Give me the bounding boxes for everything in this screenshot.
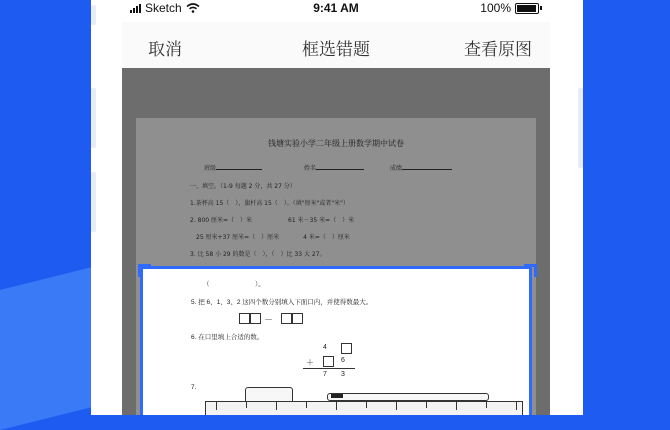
- digit-seven: 7: [323, 371, 327, 378]
- name-label: [304, 163, 364, 172]
- sum-line: [303, 368, 355, 369]
- crop-handle-top-right[interactable]: [524, 264, 537, 277]
- phone-power-button: [578, 88, 583, 168]
- status-bar: [122, 0, 550, 18]
- battery-label: 100%: [480, 1, 511, 15]
- plus-sign: ＋: [306, 358, 314, 367]
- view-original-button[interactable]: 查看原图: [464, 40, 532, 59]
- carrier-label: Sketch: [145, 1, 182, 15]
- paper-line: 一、填空。（1-9 每题 2 分，共 27 分）: [190, 183, 296, 190]
- pencil-figure: [327, 393, 489, 401]
- answer-box: [281, 313, 292, 324]
- battery-cap: [540, 6, 542, 10]
- selection-line: 6. 在口里填上合适的数。: [191, 334, 264, 341]
- pencil-tip: [331, 394, 343, 398]
- answer-box: [239, 313, 250, 324]
- digit-three: 3: [341, 371, 345, 378]
- selection-line: 7.: [191, 384, 197, 391]
- selection-line: 5. 把 6、1、3、2 这四个数分别填入下面口内，并使得数最大。: [191, 299, 373, 306]
- phone-volume-button: [91, 172, 96, 232]
- status-right: [480, 1, 542, 15]
- answer-box: [250, 313, 261, 324]
- digit-four: 4: [323, 344, 327, 351]
- battery-icon: [515, 3, 539, 14]
- answer-box: [292, 313, 303, 324]
- digit-six: 6: [341, 357, 345, 364]
- crop-selection-box[interactable]: [140, 266, 532, 415]
- class-label: [204, 163, 262, 172]
- paper-line: 2. 800 厘米=（ ）米 61 米－35 米=（ ）米: [190, 217, 355, 224]
- paper-line: 25 厘米+37 厘米=（ ）厘米 4 米=（ ）厘米: [190, 234, 350, 241]
- score-text: 成绩: [390, 165, 403, 172]
- crop-handle-top-left[interactable]: [138, 264, 151, 277]
- paper-line: 3. 比 58 小 29 的数是（ ），（ ）比 33 大 27。: [190, 251, 326, 258]
- answer-box: [341, 343, 352, 354]
- phone-screen: [122, 0, 550, 415]
- minus-sign: －: [264, 315, 274, 325]
- navigation-bar: [122, 22, 550, 68]
- answer-box: [323, 356, 334, 367]
- page-title: 框选错题: [302, 40, 370, 59]
- cancel-button[interactable]: 取消: [148, 40, 182, 59]
- ruler-figure: [205, 401, 523, 415]
- phone-side-button: [91, 5, 96, 25]
- class-text: 班级: [204, 165, 217, 172]
- status-time: 9:41 AM: [313, 1, 359, 15]
- selection-line: （ ）。: [203, 281, 265, 288]
- paper-title: 钱塘实验小学二年级上册数学期中试卷: [268, 139, 404, 148]
- paper-line: 1.茶杯高 15（ ），旗杆高 15（ ）。（填"厘米"或者"米"）: [190, 200, 349, 207]
- name-text: 姓名: [304, 165, 317, 172]
- score-label: [390, 163, 452, 172]
- phone-volume-button: [91, 88, 96, 148]
